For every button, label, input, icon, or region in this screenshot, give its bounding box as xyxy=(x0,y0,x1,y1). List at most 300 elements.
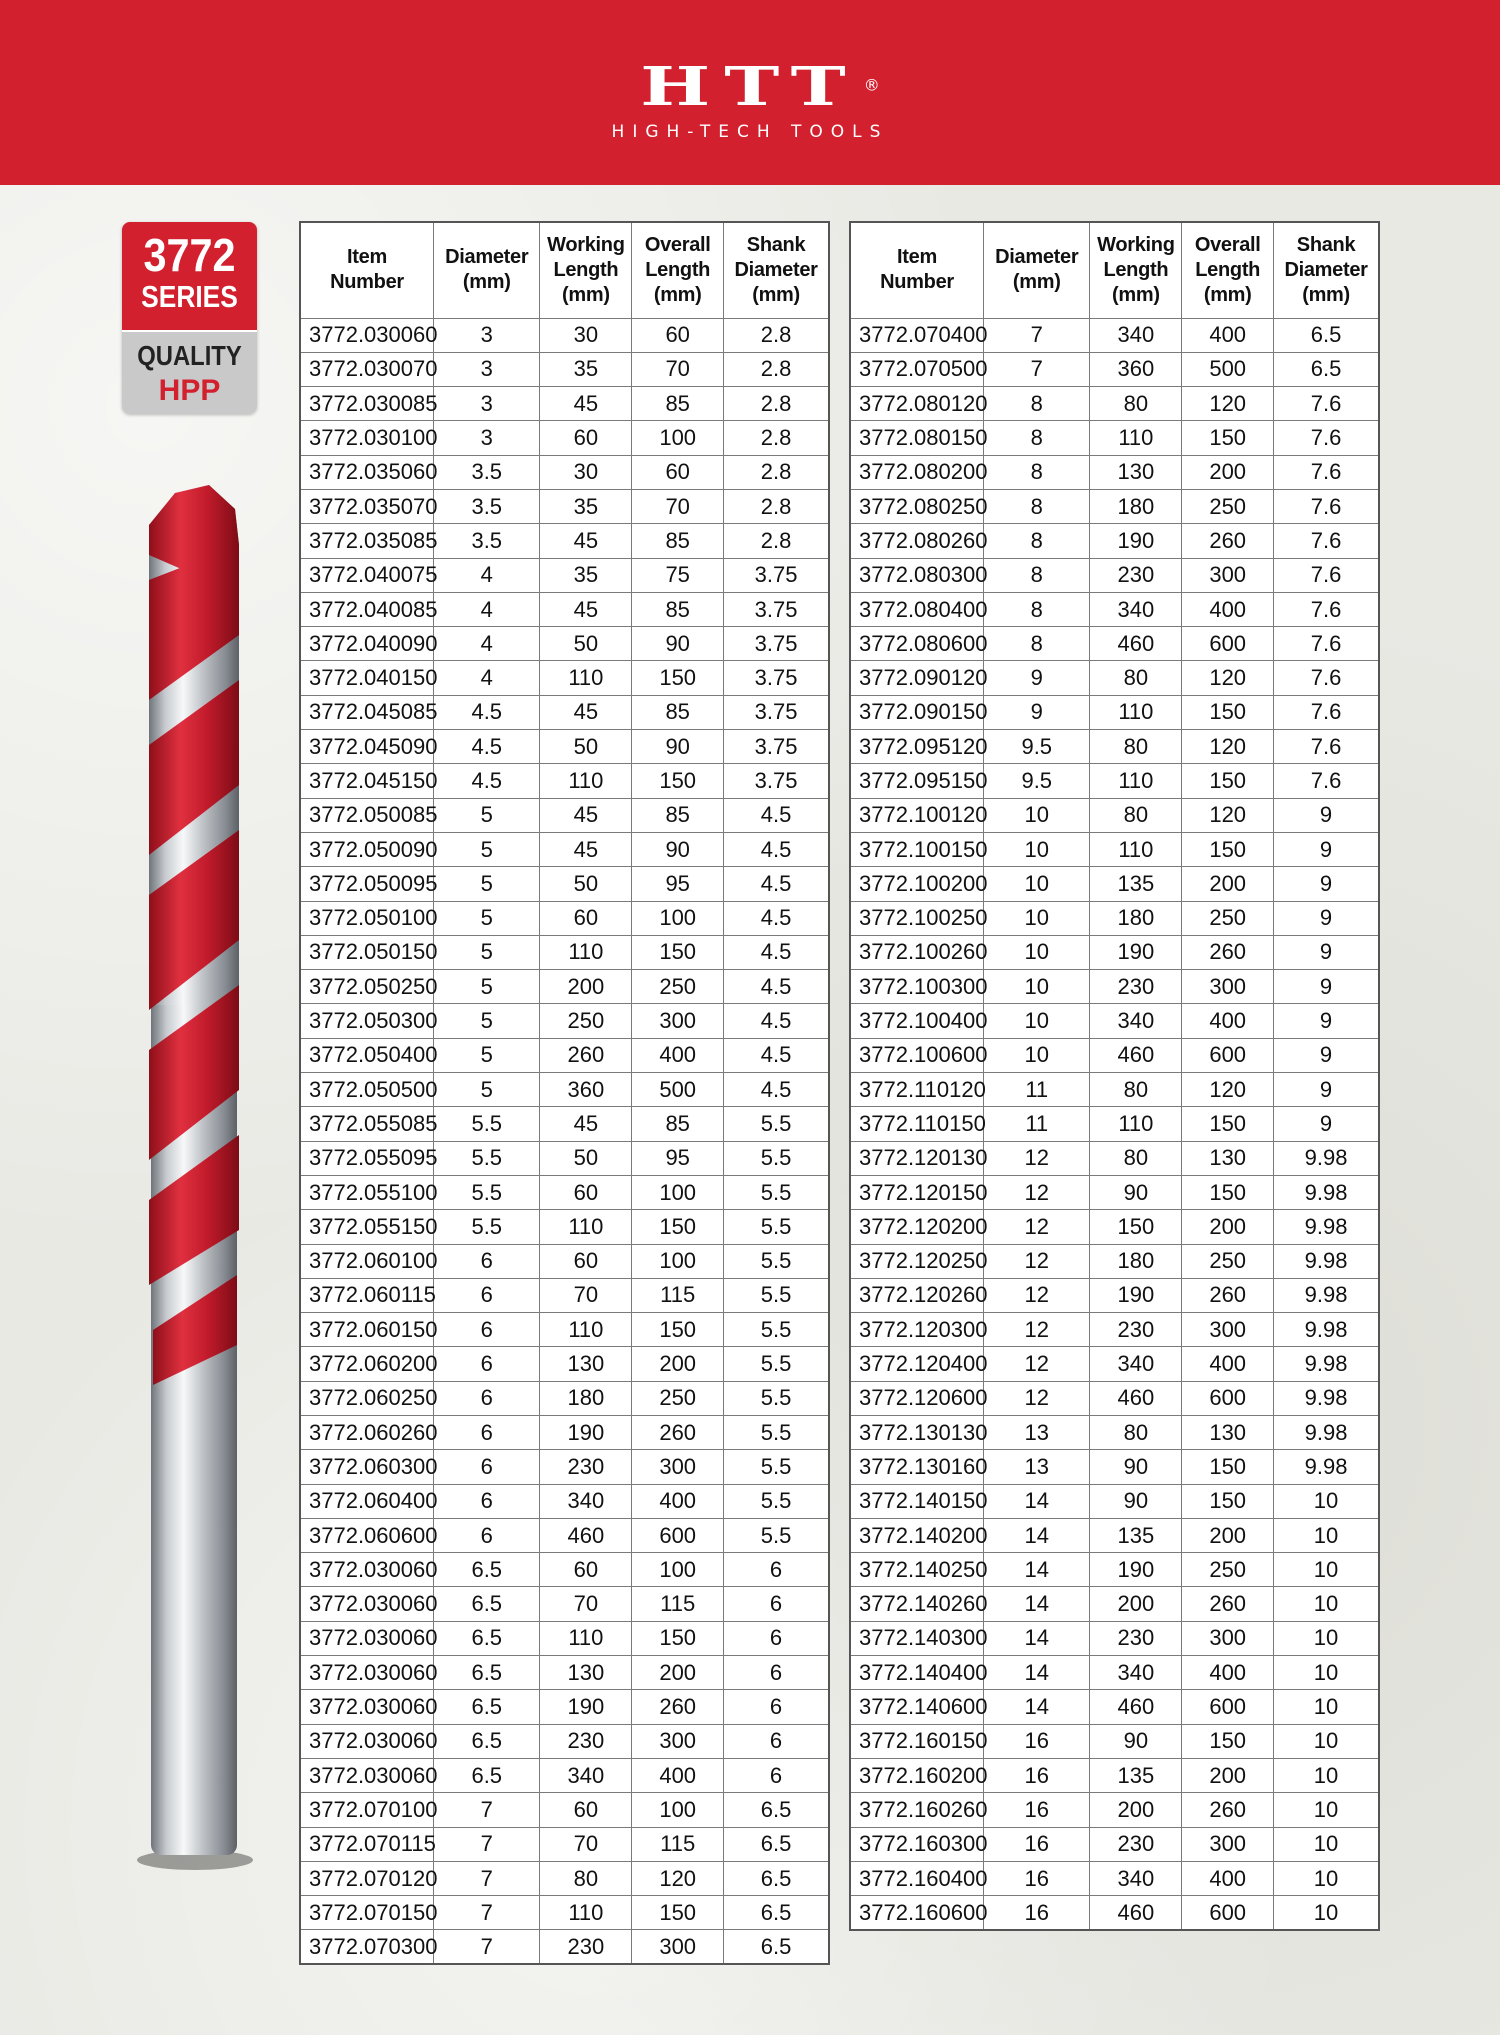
cell-overall-length: 150 xyxy=(632,764,724,798)
cell-overall-length: 250 xyxy=(1182,901,1274,935)
cell-diameter: 6 xyxy=(434,1278,540,1312)
cell-overall-length: 120 xyxy=(632,1861,724,1895)
cell-overall-length: 250 xyxy=(1182,1244,1274,1278)
cell-working-length: 230 xyxy=(540,1724,632,1758)
table-row xyxy=(300,661,829,695)
brand-logo xyxy=(640,55,880,118)
cell-working-length: 180 xyxy=(1090,489,1182,523)
table-row xyxy=(300,558,829,592)
cell-item-number: 3772.080600 xyxy=(850,627,984,661)
cell-diameter: 14 xyxy=(984,1621,1090,1655)
table-row xyxy=(300,1793,829,1827)
cell-diameter: 10 xyxy=(984,1004,1090,1038)
table-row xyxy=(300,1724,829,1758)
table-row xyxy=(300,1347,829,1381)
cell-diameter: 9 xyxy=(984,661,1090,695)
table-row xyxy=(850,558,1379,592)
cell-diameter: 5 xyxy=(434,867,540,901)
cell-working-length: 250 xyxy=(540,1004,632,1038)
cell-shank-diameter: 6 xyxy=(724,1621,829,1655)
cell-diameter: 12 xyxy=(984,1141,1090,1175)
table-row xyxy=(850,318,1379,352)
cell-overall-length: 90 xyxy=(632,832,724,866)
table-row xyxy=(850,970,1379,1004)
cell-item-number: 3772.050095 xyxy=(300,867,434,901)
cell-working-length: 110 xyxy=(540,661,632,695)
cell-overall-length: 85 xyxy=(632,592,724,626)
cell-shank-diameter: 10 xyxy=(1274,1484,1379,1518)
cell-diameter: 3.5 xyxy=(434,489,540,523)
cell-diameter: 4 xyxy=(434,627,540,661)
cell-diameter: 16 xyxy=(984,1724,1090,1758)
table-row xyxy=(300,1004,829,1038)
cell-shank-diameter: 10 xyxy=(1274,1758,1379,1792)
cell-item-number: 3772.035085 xyxy=(300,524,434,558)
cell-diameter: 3.5 xyxy=(434,524,540,558)
cell-working-length: 30 xyxy=(540,455,632,489)
table-row xyxy=(300,1210,829,1244)
cell-overall-length: 150 xyxy=(1182,1175,1274,1209)
cell-item-number: 3772.110120 xyxy=(850,1073,984,1107)
table-row xyxy=(850,1587,1379,1621)
cell-item-number: 3772.080120 xyxy=(850,387,984,421)
cell-overall-length: 100 xyxy=(632,1553,724,1587)
cell-item-number: 3772.060250 xyxy=(300,1381,434,1415)
cell-overall-length: 120 xyxy=(1182,387,1274,421)
cell-shank-diameter: 10 xyxy=(1274,1896,1379,1930)
cell-overall-length: 260 xyxy=(1182,524,1274,558)
cell-shank-diameter: 7.6 xyxy=(1274,695,1379,729)
cell-working-length: 190 xyxy=(1090,1278,1182,1312)
table-row xyxy=(300,455,829,489)
cell-shank-diameter: 5.5 xyxy=(724,1450,829,1484)
cell-working-length: 80 xyxy=(1090,1073,1182,1107)
table-row xyxy=(300,1656,829,1690)
cell-item-number: 3772.050100 xyxy=(300,901,434,935)
cell-diameter: 16 xyxy=(984,1896,1090,1930)
cell-overall-length: 100 xyxy=(632,1175,724,1209)
cell-shank-diameter: 10 xyxy=(1274,1724,1379,1758)
cell-diameter: 3 xyxy=(434,352,540,386)
cell-shank-diameter: 9 xyxy=(1274,832,1379,866)
cell-diameter: 16 xyxy=(984,1861,1090,1895)
table-row xyxy=(850,1518,1379,1552)
table-row xyxy=(850,1278,1379,1312)
cell-working-length: 130 xyxy=(540,1656,632,1690)
cell-item-number: 3772.140600 xyxy=(850,1690,984,1724)
cell-diameter: 7 xyxy=(434,1896,540,1930)
cell-shank-diameter: 6 xyxy=(724,1553,829,1587)
cell-item-number: 3772.100120 xyxy=(850,798,984,832)
cell-diameter: 6.5 xyxy=(434,1553,540,1587)
cell-overall-length: 200 xyxy=(1182,1518,1274,1552)
cell-shank-diameter: 9 xyxy=(1274,867,1379,901)
cell-item-number: 3772.160600 xyxy=(850,1896,984,1930)
cell-working-length: 135 xyxy=(1090,867,1182,901)
cell-diameter: 7 xyxy=(984,352,1090,386)
cell-overall-length: 300 xyxy=(1182,1313,1274,1347)
cell-diameter: 5.5 xyxy=(434,1175,540,1209)
cell-overall-length: 85 xyxy=(632,387,724,421)
cell-working-length: 80 xyxy=(1090,1416,1182,1450)
cell-overall-length: 250 xyxy=(632,1381,724,1415)
cell-overall-length: 100 xyxy=(632,1793,724,1827)
table-body xyxy=(850,318,1379,1930)
cell-diameter: 8 xyxy=(984,421,1090,455)
cell-diameter: 11 xyxy=(984,1107,1090,1141)
cell-working-length: 230 xyxy=(1090,1313,1182,1347)
cell-overall-length: 500 xyxy=(1182,352,1274,386)
badge-quality-block xyxy=(122,330,257,414)
cell-item-number: 3772.140200 xyxy=(850,1518,984,1552)
cell-shank-diameter: 6.5 xyxy=(724,1861,829,1895)
table-row xyxy=(850,1073,1379,1107)
table-row xyxy=(850,935,1379,969)
cell-diameter: 5 xyxy=(434,901,540,935)
cell-diameter: 7 xyxy=(434,1861,540,1895)
cell-diameter: 8 xyxy=(984,627,1090,661)
table-row xyxy=(850,1724,1379,1758)
cell-working-length: 45 xyxy=(540,524,632,558)
cell-shank-diameter: 4.5 xyxy=(724,935,829,969)
cell-shank-diameter: 5.5 xyxy=(724,1175,829,1209)
cell-working-length: 50 xyxy=(540,867,632,901)
table-row xyxy=(850,1038,1379,1072)
cell-diameter: 5 xyxy=(434,832,540,866)
cell-diameter: 16 xyxy=(984,1793,1090,1827)
cell-shank-diameter: 9 xyxy=(1274,1004,1379,1038)
cell-item-number: 3772.035060 xyxy=(300,455,434,489)
cell-item-number: 3772.030060 xyxy=(300,1724,434,1758)
header-diameter: Diameter (mm) xyxy=(434,222,540,318)
cell-shank-diameter: 7.6 xyxy=(1274,421,1379,455)
cell-shank-diameter: 9.98 xyxy=(1274,1244,1379,1278)
cell-shank-diameter: 4.5 xyxy=(724,798,829,832)
table-row xyxy=(850,1004,1379,1038)
table-row xyxy=(850,1827,1379,1861)
cell-item-number: 3772.050300 xyxy=(300,1004,434,1038)
cell-shank-diameter: 9.98 xyxy=(1274,1141,1379,1175)
cell-working-length: 35 xyxy=(540,558,632,592)
cell-overall-length: 85 xyxy=(632,695,724,729)
cell-overall-length: 260 xyxy=(632,1416,724,1450)
cell-working-length: 460 xyxy=(1090,1690,1182,1724)
table-row xyxy=(300,1107,829,1141)
table-row xyxy=(850,592,1379,626)
cell-diameter: 5 xyxy=(434,1038,540,1072)
cell-working-length: 180 xyxy=(540,1381,632,1415)
table-header-row xyxy=(300,222,829,318)
cell-item-number: 3772.080300 xyxy=(850,558,984,592)
cell-diameter: 14 xyxy=(984,1656,1090,1690)
cell-diameter: 5 xyxy=(434,970,540,1004)
cell-working-length: 45 xyxy=(540,798,632,832)
cell-shank-diameter: 10 xyxy=(1274,1656,1379,1690)
cell-overall-length: 260 xyxy=(1182,1587,1274,1621)
cell-shank-diameter: 4.5 xyxy=(724,1038,829,1072)
cell-diameter: 12 xyxy=(984,1347,1090,1381)
cell-item-number: 3772.080200 xyxy=(850,455,984,489)
cell-overall-length: 300 xyxy=(1182,558,1274,592)
cell-diameter: 4 xyxy=(434,558,540,592)
cell-overall-length: 120 xyxy=(1182,798,1274,832)
cell-diameter: 6 xyxy=(434,1450,540,1484)
cell-overall-length: 120 xyxy=(1182,661,1274,695)
cell-diameter: 10 xyxy=(984,832,1090,866)
cell-overall-length: 200 xyxy=(1182,1758,1274,1792)
cell-shank-diameter: 2.8 xyxy=(724,387,829,421)
cell-overall-length: 300 xyxy=(1182,1827,1274,1861)
cell-item-number: 3772.050150 xyxy=(300,935,434,969)
header-shank-diameter: Shank Diameter (mm) xyxy=(724,222,829,318)
badge-quality-label: QUALITY xyxy=(137,340,242,371)
cell-overall-length: 85 xyxy=(632,524,724,558)
cell-shank-diameter: 6.5 xyxy=(1274,318,1379,352)
cell-overall-length: 100 xyxy=(632,421,724,455)
cell-item-number: 3772.140400 xyxy=(850,1656,984,1690)
cell-diameter: 8 xyxy=(984,489,1090,523)
brand-header xyxy=(0,0,1500,185)
table-row xyxy=(300,1175,829,1209)
cell-working-length: 45 xyxy=(540,832,632,866)
cell-overall-length: 600 xyxy=(1182,1038,1274,1072)
cell-item-number: 3772.045085 xyxy=(300,695,434,729)
table-row xyxy=(300,1518,829,1552)
cell-overall-length: 130 xyxy=(1182,1416,1274,1450)
header-overall-length: Overall Length (mm) xyxy=(632,222,724,318)
cell-item-number: 3772.050085 xyxy=(300,798,434,832)
table-row xyxy=(850,695,1379,729)
table-row xyxy=(850,1347,1379,1381)
cell-overall-length: 120 xyxy=(1182,730,1274,764)
header-diameter: Diameter (mm) xyxy=(984,222,1090,318)
cell-shank-diameter: 4.5 xyxy=(724,1004,829,1038)
cell-overall-length: 600 xyxy=(1182,627,1274,661)
drill-bit-image xyxy=(135,485,255,1875)
cell-working-length: 35 xyxy=(540,489,632,523)
cell-item-number: 3772.100260 xyxy=(850,935,984,969)
cell-overall-length: 95 xyxy=(632,1141,724,1175)
cell-diameter: 3.5 xyxy=(434,455,540,489)
cell-shank-diameter: 7.6 xyxy=(1274,661,1379,695)
table-row xyxy=(300,935,829,969)
cell-diameter: 12 xyxy=(984,1278,1090,1312)
cell-working-length: 230 xyxy=(1090,970,1182,1004)
cell-shank-diameter: 6 xyxy=(724,1656,829,1690)
cell-item-number: 3772.090150 xyxy=(850,695,984,729)
cell-shank-diameter: 5.5 xyxy=(724,1141,829,1175)
cell-diameter: 4.5 xyxy=(434,764,540,798)
table-row xyxy=(850,1210,1379,1244)
cell-overall-length: 300 xyxy=(1182,1621,1274,1655)
table-row xyxy=(300,1141,829,1175)
cell-shank-diameter: 2.8 xyxy=(724,455,829,489)
cell-shank-diameter: 9 xyxy=(1274,970,1379,1004)
table-row xyxy=(300,1827,829,1861)
table-row xyxy=(850,798,1379,832)
cell-diameter: 7 xyxy=(434,1930,540,1964)
cell-diameter: 5 xyxy=(434,1073,540,1107)
cell-shank-diameter: 3.75 xyxy=(724,764,829,798)
brand-name: HTT xyxy=(640,55,860,118)
cell-item-number: 3772.140250 xyxy=(850,1553,984,1587)
cell-working-length: 80 xyxy=(1090,798,1182,832)
cell-working-length: 60 xyxy=(540,1244,632,1278)
table-row xyxy=(850,627,1379,661)
badge-series-number: 3772 xyxy=(143,229,236,281)
cell-shank-diameter: 2.8 xyxy=(724,489,829,523)
table-row xyxy=(300,1861,829,1895)
table-row xyxy=(300,1244,829,1278)
cell-overall-length: 200 xyxy=(1182,867,1274,901)
table-row xyxy=(300,318,829,352)
cell-working-length: 90 xyxy=(1090,1484,1182,1518)
cell-item-number: 3772.120250 xyxy=(850,1244,984,1278)
cell-working-length: 60 xyxy=(540,1553,632,1587)
cell-item-number: 3772.130130 xyxy=(850,1416,984,1450)
cell-item-number: 3772.055150 xyxy=(300,1210,434,1244)
cell-working-length: 110 xyxy=(1090,764,1182,798)
cell-overall-length: 260 xyxy=(1182,1793,1274,1827)
cell-working-length: 130 xyxy=(1090,455,1182,489)
cell-shank-diameter: 10 xyxy=(1274,1690,1379,1724)
cell-shank-diameter: 5.5 xyxy=(724,1484,829,1518)
cell-diameter: 12 xyxy=(984,1313,1090,1347)
cell-diameter: 13 xyxy=(984,1450,1090,1484)
cell-overall-length: 150 xyxy=(1182,695,1274,729)
cell-shank-diameter: 4.5 xyxy=(724,1073,829,1107)
cell-working-length: 230 xyxy=(540,1450,632,1484)
cell-diameter: 6.5 xyxy=(434,1621,540,1655)
cell-item-number: 3772.060600 xyxy=(300,1518,434,1552)
cell-diameter: 9.5 xyxy=(984,764,1090,798)
table-row xyxy=(300,764,829,798)
cell-working-length: 90 xyxy=(1090,1450,1182,1484)
cell-diameter: 9 xyxy=(984,695,1090,729)
cell-diameter: 6 xyxy=(434,1484,540,1518)
cell-diameter: 6 xyxy=(434,1381,540,1415)
table-row xyxy=(850,1656,1379,1690)
cell-working-length: 200 xyxy=(540,970,632,1004)
cell-item-number: 3772.140150 xyxy=(850,1484,984,1518)
cell-working-length: 190 xyxy=(1090,935,1182,969)
cell-working-length: 340 xyxy=(1090,1861,1182,1895)
cell-diameter: 6 xyxy=(434,1347,540,1381)
cell-working-length: 110 xyxy=(540,1896,632,1930)
table-row xyxy=(300,1416,829,1450)
header-shank-diameter: Shank Diameter (mm) xyxy=(1274,222,1379,318)
cell-shank-diameter: 7.6 xyxy=(1274,627,1379,661)
cell-item-number: 3772.070400 xyxy=(850,318,984,352)
cell-diameter: 6 xyxy=(434,1518,540,1552)
cell-overall-length: 75 xyxy=(632,558,724,592)
cell-overall-length: 90 xyxy=(632,730,724,764)
cell-diameter: 16 xyxy=(984,1758,1090,1792)
cell-working-length: 190 xyxy=(540,1416,632,1450)
cell-item-number: 3772.030060 xyxy=(300,1621,434,1655)
table-row xyxy=(850,421,1379,455)
cell-item-number: 3772.030060 xyxy=(300,1553,434,1587)
cell-diameter: 4 xyxy=(434,592,540,626)
cell-item-number: 3772.120200 xyxy=(850,1210,984,1244)
cell-shank-diameter: 5.5 xyxy=(724,1518,829,1552)
cell-shank-diameter: 10 xyxy=(1274,1553,1379,1587)
cell-diameter: 6 xyxy=(434,1313,540,1347)
cell-item-number: 3772.070500 xyxy=(850,352,984,386)
header-working-length: Working Length (mm) xyxy=(540,222,632,318)
header-working-length: Working Length (mm) xyxy=(1090,222,1182,318)
cell-working-length: 340 xyxy=(1090,318,1182,352)
cell-item-number: 3772.045090 xyxy=(300,730,434,764)
table-row xyxy=(300,1553,829,1587)
cell-working-length: 180 xyxy=(1090,1244,1182,1278)
cell-overall-length: 300 xyxy=(1182,970,1274,1004)
cell-overall-length: 260 xyxy=(632,1690,724,1724)
table-row xyxy=(300,730,829,764)
cell-working-length: 80 xyxy=(1090,661,1182,695)
table-row xyxy=(300,1450,829,1484)
cell-diameter: 10 xyxy=(984,970,1090,1004)
cell-working-length: 340 xyxy=(1090,1656,1182,1690)
table-row xyxy=(300,970,829,1004)
cell-item-number: 3772.040090 xyxy=(300,627,434,661)
cell-working-length: 180 xyxy=(1090,901,1182,935)
cell-shank-diameter: 9 xyxy=(1274,901,1379,935)
cell-working-length: 50 xyxy=(540,627,632,661)
cell-shank-diameter: 3.75 xyxy=(724,627,829,661)
cell-overall-length: 70 xyxy=(632,352,724,386)
table-row xyxy=(850,489,1379,523)
cell-item-number: 3772.100400 xyxy=(850,1004,984,1038)
table-row xyxy=(300,1587,829,1621)
table-row xyxy=(850,1690,1379,1724)
header-overall-length: Overall Length (mm) xyxy=(1182,222,1274,318)
table-row xyxy=(300,1073,829,1107)
cell-overall-length: 150 xyxy=(632,935,724,969)
cell-diameter: 10 xyxy=(984,935,1090,969)
cell-diameter: 5 xyxy=(434,798,540,832)
cell-overall-length: 150 xyxy=(1182,764,1274,798)
cell-overall-length: 150 xyxy=(1182,1107,1274,1141)
cell-shank-diameter: 3.75 xyxy=(724,592,829,626)
cell-working-length: 80 xyxy=(1090,730,1182,764)
cell-shank-diameter: 5.5 xyxy=(724,1347,829,1381)
cell-item-number: 3772.050500 xyxy=(300,1073,434,1107)
cell-overall-length: 150 xyxy=(1182,421,1274,455)
cell-shank-diameter: 7.6 xyxy=(1274,592,1379,626)
cell-working-length: 340 xyxy=(540,1758,632,1792)
cell-shank-diameter: 4.5 xyxy=(724,901,829,935)
cell-diameter: 12 xyxy=(984,1175,1090,1209)
badge-quality-grade: HPP xyxy=(158,374,221,407)
cell-working-length: 30 xyxy=(540,318,632,352)
table-row xyxy=(850,832,1379,866)
cell-working-length: 110 xyxy=(1090,1107,1182,1141)
cell-shank-diameter: 3.75 xyxy=(724,730,829,764)
cell-item-number: 3772.060200 xyxy=(300,1347,434,1381)
badge-series-block xyxy=(122,222,257,330)
table-row xyxy=(300,901,829,935)
cell-working-length: 460 xyxy=(1090,1038,1182,1072)
cell-item-number: 3772.120400 xyxy=(850,1347,984,1381)
table-row xyxy=(300,1381,829,1415)
cell-working-length: 80 xyxy=(540,1861,632,1895)
cell-diameter: 12 xyxy=(984,1381,1090,1415)
cell-item-number: 3772.060260 xyxy=(300,1416,434,1450)
cell-overall-length: 600 xyxy=(1182,1896,1274,1930)
cell-overall-length: 115 xyxy=(632,1827,724,1861)
cell-working-length: 60 xyxy=(540,901,632,935)
